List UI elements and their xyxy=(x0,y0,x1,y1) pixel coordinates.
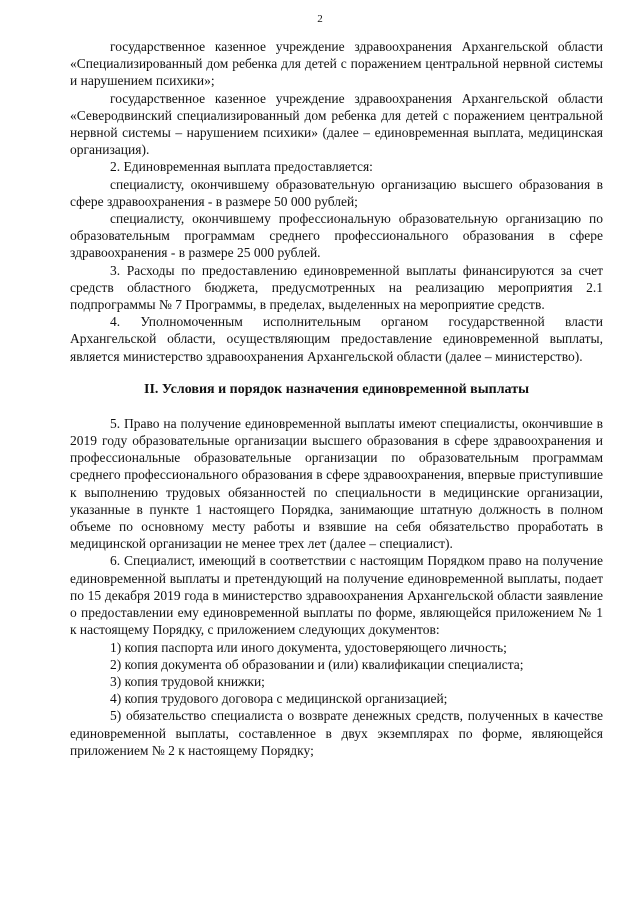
section-heading: II. Условия и порядок назначения единовременной выплаты xyxy=(144,381,529,397)
paragraph: 4. Уполномоченным исполнительным органом государственной власти Архангельской области, осуществляющим предоставление единовременной выплаты, является министерство здравоохранения Архангельской области (далее – министерство). xyxy=(70,314,603,364)
paragraph: 6. Специалист, имеющий в соответствии с настоящим Порядком право на получение единовременной выплаты и претендующий на получение единовременной выплаты, подает по 15 декабря 2019 года в министерство здравоохранения Архангельской области заявление о предоставлении ему единовременной выплаты по форме, являющейся приложением № 1 к настоящему Порядку, с приложением следующих документов: xyxy=(70,553,603,638)
paragraph: 3. Расходы по предоставлению единовременной выплаты финансируются за счет средств областного бюджета, предусмотренных на реализацию мероприятия 2.1 подпрограммы № 7 Программы, в пределах, выделенных на мероприятие средств. xyxy=(70,262,603,313)
page-number: 2 xyxy=(317,13,323,25)
list-item: 1) копия паспорта или иного документа, удостоверяющего личность; xyxy=(110,639,507,655)
paragraph: 5. Право на получение единовременной выплаты имеют специалисты, окончившие в 2019 году образовательные организации высшего образования в сфере здравоохранения и профессиональные образовательные организации по образовательным программам среднего профессионального образования в сфере здравоохранения, впервые приступившие к выполнению трудовых обязанностей по специальности в медицинские организации, указанные в пункте 1 настоящего Порядка, занимающие штатную должность в полном объеме по основному месту работы и взявшие на себя обязательство проработать в медицинской организации не менее трех лет (далее – специалист). xyxy=(70,415,603,552)
paragraph: специалисту, окончившему образовательную организацию высшего образования в сфере здравоохранения - в размере 50 000 рублей; xyxy=(70,176,603,209)
list-item: 3) копия трудовой книжки; xyxy=(110,673,265,689)
document-body xyxy=(70,38,603,759)
paragraph: 2. Единовременная выплата предоставляется: xyxy=(110,159,373,175)
list-item: 4) копия трудового договора с медицинской организацией; xyxy=(110,691,448,707)
list-item: 5) обязательство специалиста о возврате денежных средств, полученных в качестве единовременной выплаты, составленное в двух экземплярах по форме, являющейся приложением № 2 к настоящему Порядку; xyxy=(70,708,603,758)
paragraph: специалисту, окончившему профессиональную образовательную организацию по образовательным программам среднего профессионального образования в сфере здравоохранения - в размере 25 000 рублей. xyxy=(70,211,603,261)
paragraph: государственное казенное учреждение здравоохранения Архангельской области «Северодвинский специализированный дом ребенка для детей с поражением центральной нервной системы – нарушением психики» (далее – единовременная выплата, медицинская организация). xyxy=(70,90,603,158)
paragraph: государственное казенное учреждение здравоохранения Архангельской области «Специализированный дом ребенка для детей с поражением центральной нервной системы и нарушением психики»; xyxy=(70,39,603,89)
list-item: 2) копия документа об образовании и (или) квалификации специалиста; xyxy=(110,656,524,672)
